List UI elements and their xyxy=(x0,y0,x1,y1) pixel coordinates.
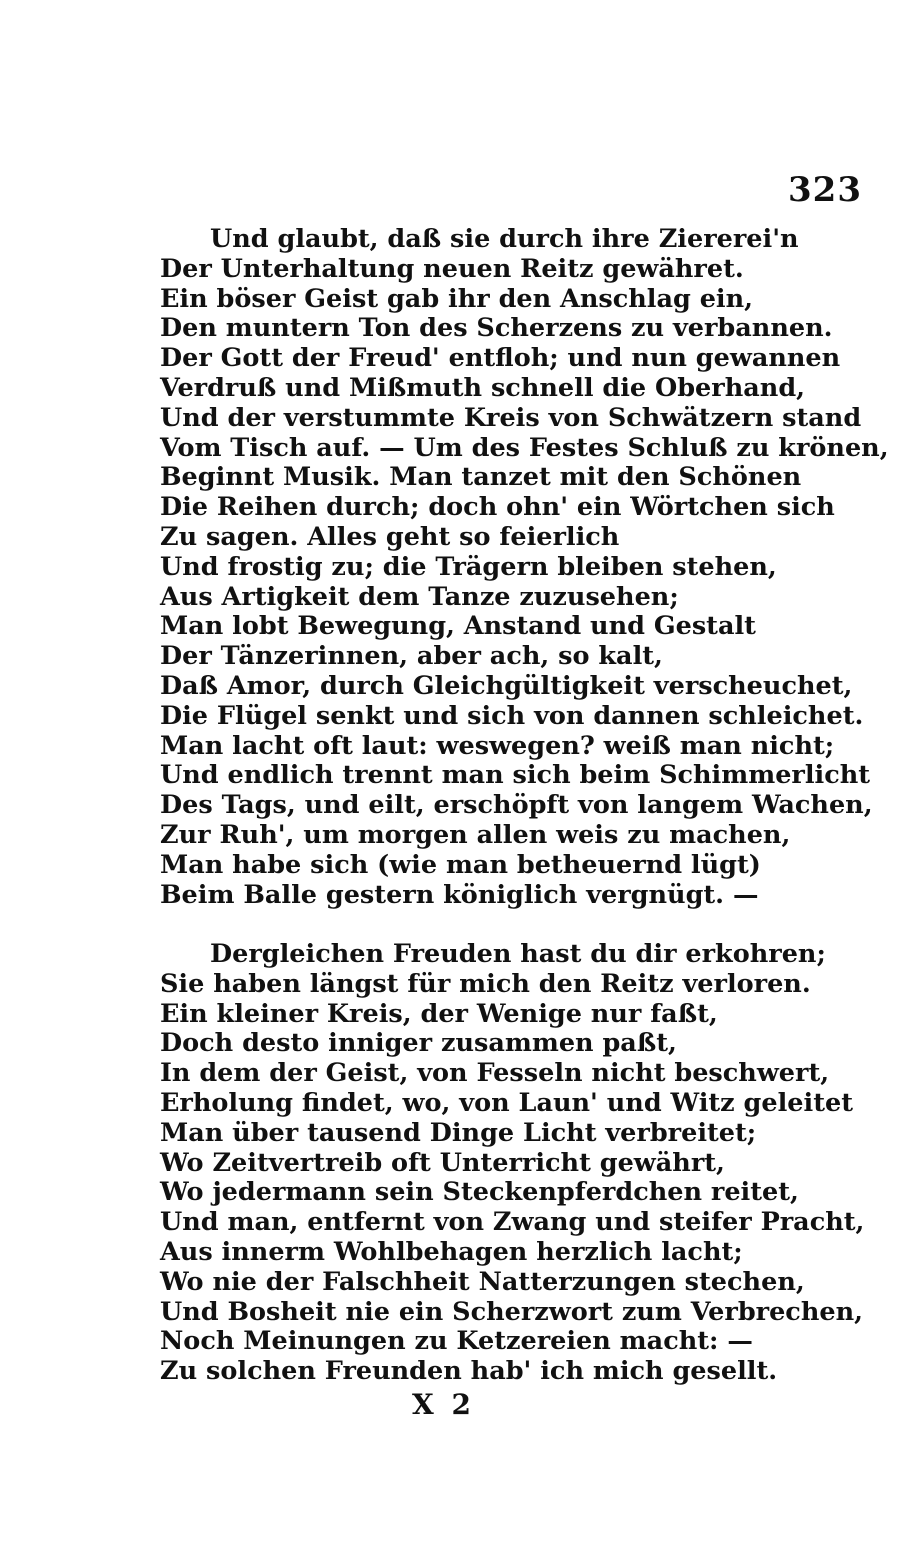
poem-line: Des Tags, und eilt, erschöpft von langem Wachen, xyxy=(160,790,873,821)
poem-line: Wo jedermann sein Steckenpferdchen reitet, xyxy=(160,1177,799,1208)
poem-line: Sie haben längst für mich den Reitz verloren. xyxy=(160,968,811,999)
poem-line: Der Tänzerinnen, aber ach, so kalt, xyxy=(160,641,663,672)
poem-line: Beim Balle gestern königlich vergnügt. — xyxy=(160,879,759,910)
poem-line: Zur Ruh', um morgen allen weis zu machen, xyxy=(160,819,791,850)
poem-line: Verdruß und Mißmuth schnell die Oberhand, xyxy=(160,372,806,403)
poem-line: Zu solchen Freunden hab' ich mich gesellt. xyxy=(160,1356,778,1387)
signature-mark: X 2 xyxy=(412,1388,475,1421)
poem-line: In dem der Geist, von Fesseln nicht beschwert, xyxy=(160,1058,830,1089)
poem-line: Beginnt Musik. Man tanzet mit den Schönen xyxy=(160,462,802,493)
poem-line: Noch Meinungen zu Ketzereien macht: — xyxy=(160,1326,753,1357)
poem-line: Dergleichen Freuden hast du dir erkohren; xyxy=(210,939,826,969)
poem-line: Vom Tisch auf. — Um des Festes Schluß zu krönen, xyxy=(160,432,889,463)
poem-line: Und frostig zu; die Trägern bleiben stehen, xyxy=(160,551,777,582)
poem-line: Der Gott der Freud' entfloh; und nun gewannen xyxy=(160,343,841,374)
poem-line: Wo Zeitvertreib oft Unterricht gewährt, xyxy=(160,1147,725,1178)
poem-stanza-1 xyxy=(160,224,889,910)
poem-line: Die Flügel senkt und sich von dannen schleichet. xyxy=(160,700,864,731)
poem-line: Man lacht oft laut: weswegen? weiß man nicht; xyxy=(160,730,835,761)
poem-line: Und der verstummte Kreis von Schwätzern stand xyxy=(160,402,862,433)
poem-line: Daß Amor, durch Gleichgültigkeit verscheuchet, xyxy=(160,670,853,701)
poem-line: Der Unterhaltung neuen Reitz gewähret. xyxy=(160,253,744,284)
poem-stanza-2 xyxy=(160,939,865,1387)
poem-line: Ein kleiner Kreis, der Wenige nur faßt, xyxy=(160,998,718,1029)
poem-line: Ein böser Geist gab ihr den Anschlag ein, xyxy=(160,283,754,314)
poem-line: Doch desto inniger zusammen paßt, xyxy=(160,1028,677,1059)
poem-line: Und endlich trennt man sich beim Schimmerlicht xyxy=(160,760,871,791)
poem-line: Man lobt Bewegung, Anstand und Gestalt xyxy=(160,611,756,642)
poem-line: Man über tausend Dinge Licht verbreitet; xyxy=(160,1117,757,1148)
poem-line: Die Reihen durch; doch ohn' ein Wörtchen sich xyxy=(160,492,835,523)
poem-line: Man habe sich (wie man betheuernd lügt) xyxy=(160,849,761,880)
poem-line: Den muntern Ton des Scherzens zu verbannen. xyxy=(160,313,833,344)
page-number: 323 xyxy=(788,170,862,210)
poem-line: Und glaubt, daß sie durch ihre Ziererei'n xyxy=(210,224,799,254)
poem-line: Und man, entfernt von Zwang und steifer Pracht, xyxy=(160,1207,865,1238)
poem-line: Und Bosheit nie ein Scherzwort zum Verbrechen, xyxy=(160,1296,864,1327)
poem-line: Aus Artigkeit dem Tanze zuzusehen; xyxy=(160,581,679,612)
poem-line: Zu sagen. Alles geht so feierlich xyxy=(160,521,620,552)
poem-line: Aus innerm Wohlbehagen herzlich lacht; xyxy=(160,1236,743,1267)
poem-line: Erholung findet, wo, von Laun' und Witz geleitet xyxy=(160,1087,853,1118)
poem-line: Wo nie der Falschheit Natterzungen stechen, xyxy=(160,1266,805,1297)
